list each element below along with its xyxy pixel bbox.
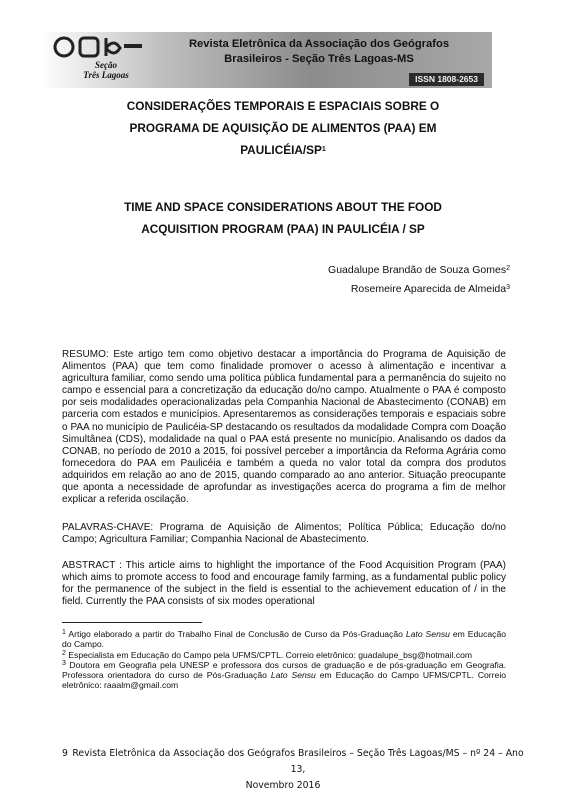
footnote-2: $^2$ Especialista em Educação do Campo pela UFMS/CPTL. Correio eletrônico: guadalupe_bsg@hotmail.com (62, 649, 473, 660)
footnote-mark: 3 (506, 284, 510, 291)
title-english: TIME AND SPACE CONSIDERATIONS ABOUT THE FOOD ACQUISITION PROGRAM (PAA) IN PAULICÉIA / SP (124, 200, 442, 236)
footnote-separator (62, 622, 202, 623)
footnotes (62, 629, 506, 691)
author-2: Rosemeire Aparecida de Almeida$^3$ (350, 283, 510, 295)
page-footer: Revista Eletrônica da Associação dos Geógrafos Brasileiros – Seção Três Lagoas/MS – nº 24 – Ano 13, Novembro 2016 (72, 748, 524, 791)
journal-name (152, 37, 486, 67)
abstract-paragraph: ABSTRACT : This article aims to highlight the importance of the Food Acquisition Program (PAA) which aims to promote access to food and encourage family farming, as a fundamental public policy for the permanence of the subject in the field is essential to the achievement education of / in the field. Currently the PAA consists of six modes operational (62, 560, 506, 608)
journal-name-line2: Brasileiros - Seção Três Lagoas-MS (224, 53, 414, 65)
resumo-paragraph: RESUMO: Este artigo tem como objetivo destacar a importância do Programa de Aquisição de Alimentos (PAA) que tem como finalidade promover o acesso à alimentação e incentivar a agricultura familiar, como sendo uma política pública fundamental para a permanência do sujeito no campo e essencial para a concretização da educação do/no campo. Atualmente o PAA é composto por seis modalidades operacionalizadas pela Companhia Nacional de Abastecimento (CONAB) em parceria com estados e municípios. Apresentaremos as considerações temporais e espaciais sobre o PAA no município de Paulicéia-SP destacando os resultados da modalidade Compra com Doação Simultânea (CDS), modalidade na qual o PAA está presente no município. Analisando os dados da CONAB, no período de 2010 a 2015, foi possível perceber a importância da Reforma Agrária como fornecedora do PAA em Paulicéia e também a queda no valor total da compra dos produtos adquiridos em relação ao ano de 2015, quando comparado ao ano anterior. Situação preocupante que aponta a necessidade de aprofundar as investigações acerca do programa a fim de melhor explicar a referida oscilação. (62, 349, 506, 506)
footnote-3: $^3$ Doutora em Geografia pela UNESP e professora dos cursos de graduação e de pós-graduação em Geografia. Professora orientadora do curso de Pós-Graduação Lato Sensu em Educação do Campo UFMS/CPTL. Correio eletrônico: raaalm@gmail.com (62, 659, 507, 691)
footnote-mark: 1 (321, 146, 326, 153)
logo-subtitle: Seção Três Lagoas (83, 60, 129, 80)
page-number: 9 (62, 748, 68, 759)
footnote-mark: 2 (506, 265, 510, 272)
journal-name-line1: Revista Eletrônica da Associação dos Geógrafos (188, 38, 450, 50)
issn-badge: ISSN 1808-2653 (409, 73, 484, 86)
author-1: Guadalupe Brandão de Souza Gomes$^2$ (328, 264, 510, 276)
keywords-paragraph: PALAVRAS-CHAVE: Programa de Aquisição de Alimentos; Política Pública; Educação do/no Campo; Agricultura Familiar; Companhia Nacional de Abastecimento. (62, 522, 506, 546)
journal-logo (46, 36, 150, 86)
agb-logo-icon (50, 36, 146, 58)
footnote-1: $^1$ Artigo elaborado a partir do Trabalho Final de Conclusão de Curso da Pós-Graduação Lato Sensu em Educação do Campo. (62, 629, 507, 650)
title-portuguese: CONSIDERAÇÕES TEMPORAIS E ESPACIAIS SOBRE O PROGRAMA DE AQUISIÇÃO DE ALIMENTOS (PAA) EM PAULICÉIA/$SP^1$ (126, 99, 440, 157)
journal-header-banner (40, 32, 492, 88)
